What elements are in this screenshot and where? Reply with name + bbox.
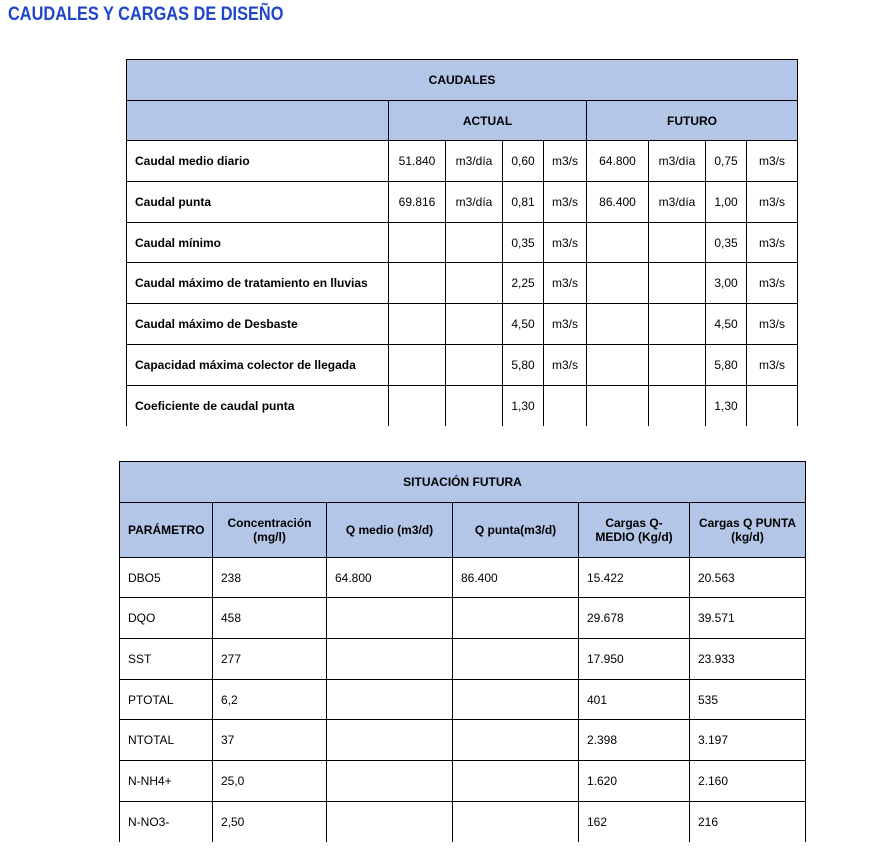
futura-cell: NTOTAL — [120, 720, 213, 761]
futura-cell — [327, 598, 453, 639]
caudales-cell-fu1 — [649, 385, 706, 426]
caudales-cell-u1 — [446, 304, 503, 345]
caudales-cell-a2: 0,35 — [503, 222, 544, 263]
caudales-cell-fu2: m3/s — [747, 344, 798, 385]
futura-cell: 401 — [579, 679, 690, 720]
futura-row — [120, 557, 806, 598]
futura-cell: SST — [120, 639, 213, 680]
actual-header: ACTUAL — [389, 100, 587, 141]
caudales-row — [127, 182, 798, 223]
futura-cell: 458 — [213, 598, 327, 639]
caudales-cell-f2: 5,80 — [706, 344, 747, 385]
futura-cell: PTOTAL — [120, 679, 213, 720]
futura-cell: DBO5 — [120, 557, 213, 598]
futura-cell — [327, 801, 453, 842]
caudales-cell-a1 — [389, 304, 446, 345]
caudales-cell-u1 — [446, 263, 503, 304]
futura-cell — [327, 639, 453, 680]
caudales-cell-f2: 0,35 — [706, 222, 747, 263]
caudales-cell-f2: 1,00 — [706, 182, 747, 223]
row-label: Caudal máximo de Desbaste — [127, 304, 389, 345]
row-label: Caudal punta — [127, 182, 389, 223]
caudales-cell-u1 — [446, 385, 503, 426]
futura-row — [120, 801, 806, 842]
caudales-cell-a1: 51.840 — [389, 141, 446, 182]
row-label: Caudal mínimo — [127, 222, 389, 263]
futura-cell: 2,50 — [213, 801, 327, 842]
caudales-cell-a2: 0,60 — [503, 141, 544, 182]
futura-column-header: Q medio (m3/d) — [327, 502, 453, 557]
futura-cell: 15.422 — [579, 557, 690, 598]
futura-cell — [453, 761, 579, 802]
futura-cell: 39.571 — [690, 598, 806, 639]
caudales-cell-fu2: m3/s — [747, 222, 798, 263]
caudales-cell-fu1 — [649, 222, 706, 263]
futura-column-header: Cargas Q PUNTA (kg/d) — [690, 502, 806, 557]
futura-cell: 86.400 — [453, 557, 579, 598]
futura-row — [120, 598, 806, 639]
futura-column-header: PARÁMETRO — [120, 502, 213, 557]
caudales-cell-u2 — [544, 385, 587, 426]
futura-cell: 17.950 — [579, 639, 690, 680]
futura-cell: 6,2 — [213, 679, 327, 720]
futura-cell: 238 — [213, 557, 327, 598]
caudales-cell-a1 — [389, 263, 446, 304]
futura-cell — [453, 720, 579, 761]
caudales-cell-fu2: m3/s — [747, 141, 798, 182]
futura-cell: 535 — [690, 679, 806, 720]
caudales-cell-a2: 2,25 — [503, 263, 544, 304]
caudales-cell-fu1 — [649, 263, 706, 304]
caudales-cell-fu2: m3/s — [747, 304, 798, 345]
futura-column-header: Concentración (mg/l) — [213, 502, 327, 557]
futura-row — [120, 639, 806, 680]
caudales-row — [127, 263, 798, 304]
caudales-cell-u2: m3/s — [544, 222, 587, 263]
futura-row — [120, 761, 806, 802]
caudales-cell-f2: 0,75 — [706, 141, 747, 182]
row-label: Caudal medio diario — [127, 141, 389, 182]
caudales-table — [126, 59, 798, 426]
caudales-cell-u1 — [446, 222, 503, 263]
caudales-cell-a2: 4,50 — [503, 304, 544, 345]
futura-cell: DQO — [120, 598, 213, 639]
futura-row — [120, 679, 806, 720]
caudales-cell-f1 — [587, 304, 649, 345]
futura-cell: 1.620 — [579, 761, 690, 802]
caudales-cell-f1 — [587, 222, 649, 263]
caudales-cell-f1: 64.800 — [587, 141, 649, 182]
futura-cell — [327, 679, 453, 720]
futura-cell: 29.678 — [579, 598, 690, 639]
caudales-cell-fu2: m3/s — [747, 182, 798, 223]
row-label: Caudal máximo de tratamiento en lluvias — [127, 263, 389, 304]
caudales-cell-fu1: m3/día — [649, 141, 706, 182]
page-title: CAUDALES Y CARGAS DE DISEÑO — [8, 4, 284, 25]
caudales-cell-f1 — [587, 385, 649, 426]
futura-cell: 216 — [690, 801, 806, 842]
caudales-cell-u2: m3/s — [544, 141, 587, 182]
futura-cell: 2.398 — [579, 720, 690, 761]
caudales-row — [127, 304, 798, 345]
row-label: Coeficiente de caudal punta — [127, 385, 389, 426]
caudales-cell-u1 — [446, 344, 503, 385]
caudales-header-blank — [127, 100, 389, 141]
futura-cell: 20.563 — [690, 557, 806, 598]
caudales-cell-fu2: m3/s — [747, 263, 798, 304]
situacion-futura-table — [119, 461, 806, 842]
futura-cell — [453, 801, 579, 842]
futura-cell: 3.197 — [690, 720, 806, 761]
caudales-row — [127, 385, 798, 426]
futura-cell — [453, 598, 579, 639]
caudales-cell-a1 — [389, 344, 446, 385]
caudales-cell-a1 — [389, 222, 446, 263]
futura-cell: 162 — [579, 801, 690, 842]
caudales-cell-u1: m3/día — [446, 141, 503, 182]
caudales-cell-fu1: m3/día — [649, 182, 706, 223]
futura-row — [120, 720, 806, 761]
caudales-row — [127, 222, 798, 263]
futura-cell — [327, 761, 453, 802]
futura-cell: N-NH4+ — [120, 761, 213, 802]
futura-cell: 25,0 — [213, 761, 327, 802]
caudales-cell-a1: 69.816 — [389, 182, 446, 223]
caudales-cell-u2: m3/s — [544, 182, 587, 223]
futura-cell: 23.933 — [690, 639, 806, 680]
caudales-cell-f2: 3,00 — [706, 263, 747, 304]
futura-cell: 2.160 — [690, 761, 806, 802]
caudales-cell-a2: 1,30 — [503, 385, 544, 426]
caudales-cell-u2: m3/s — [544, 263, 587, 304]
futuro-header: FUTURO — [587, 100, 798, 141]
caudales-cell-a2: 0,81 — [503, 182, 544, 223]
futura-cell: 64.800 — [327, 557, 453, 598]
caudales-cell-f1 — [587, 263, 649, 304]
futura-cell — [327, 720, 453, 761]
situacion-futura-title: SITUACIÓN FUTURA — [120, 462, 806, 503]
caudales-cell-u2: m3/s — [544, 304, 587, 345]
caudales-cell-a1 — [389, 385, 446, 426]
futura-cell: 277 — [213, 639, 327, 680]
caudales-cell-a2: 5,80 — [503, 344, 544, 385]
futura-cell: N-NO3- — [120, 801, 213, 842]
futura-cell: 37 — [213, 720, 327, 761]
futura-column-header: Q punta(m3/d) — [453, 502, 579, 557]
caudales-cell-f1 — [587, 344, 649, 385]
caudales-cell-u2: m3/s — [544, 344, 587, 385]
caudales-title: CAUDALES — [127, 60, 798, 101]
futura-cell — [453, 679, 579, 720]
caudales-cell-f2: 4,50 — [706, 304, 747, 345]
row-label: Capacidad máxima colector de llegada — [127, 344, 389, 385]
caudales-cell-f1: 86.400 — [587, 182, 649, 223]
caudales-cell-fu2 — [747, 385, 798, 426]
caudales-cell-fu1 — [649, 344, 706, 385]
futura-column-header: Cargas Q-MEDIO (Kg/d) — [579, 502, 690, 557]
caudales-cell-fu1 — [649, 304, 706, 345]
caudales-row — [127, 141, 798, 182]
caudales-cell-f2: 1,30 — [706, 385, 747, 426]
futura-cell — [453, 639, 579, 680]
caudales-cell-u1: m3/día — [446, 182, 503, 223]
caudales-row — [127, 344, 798, 385]
